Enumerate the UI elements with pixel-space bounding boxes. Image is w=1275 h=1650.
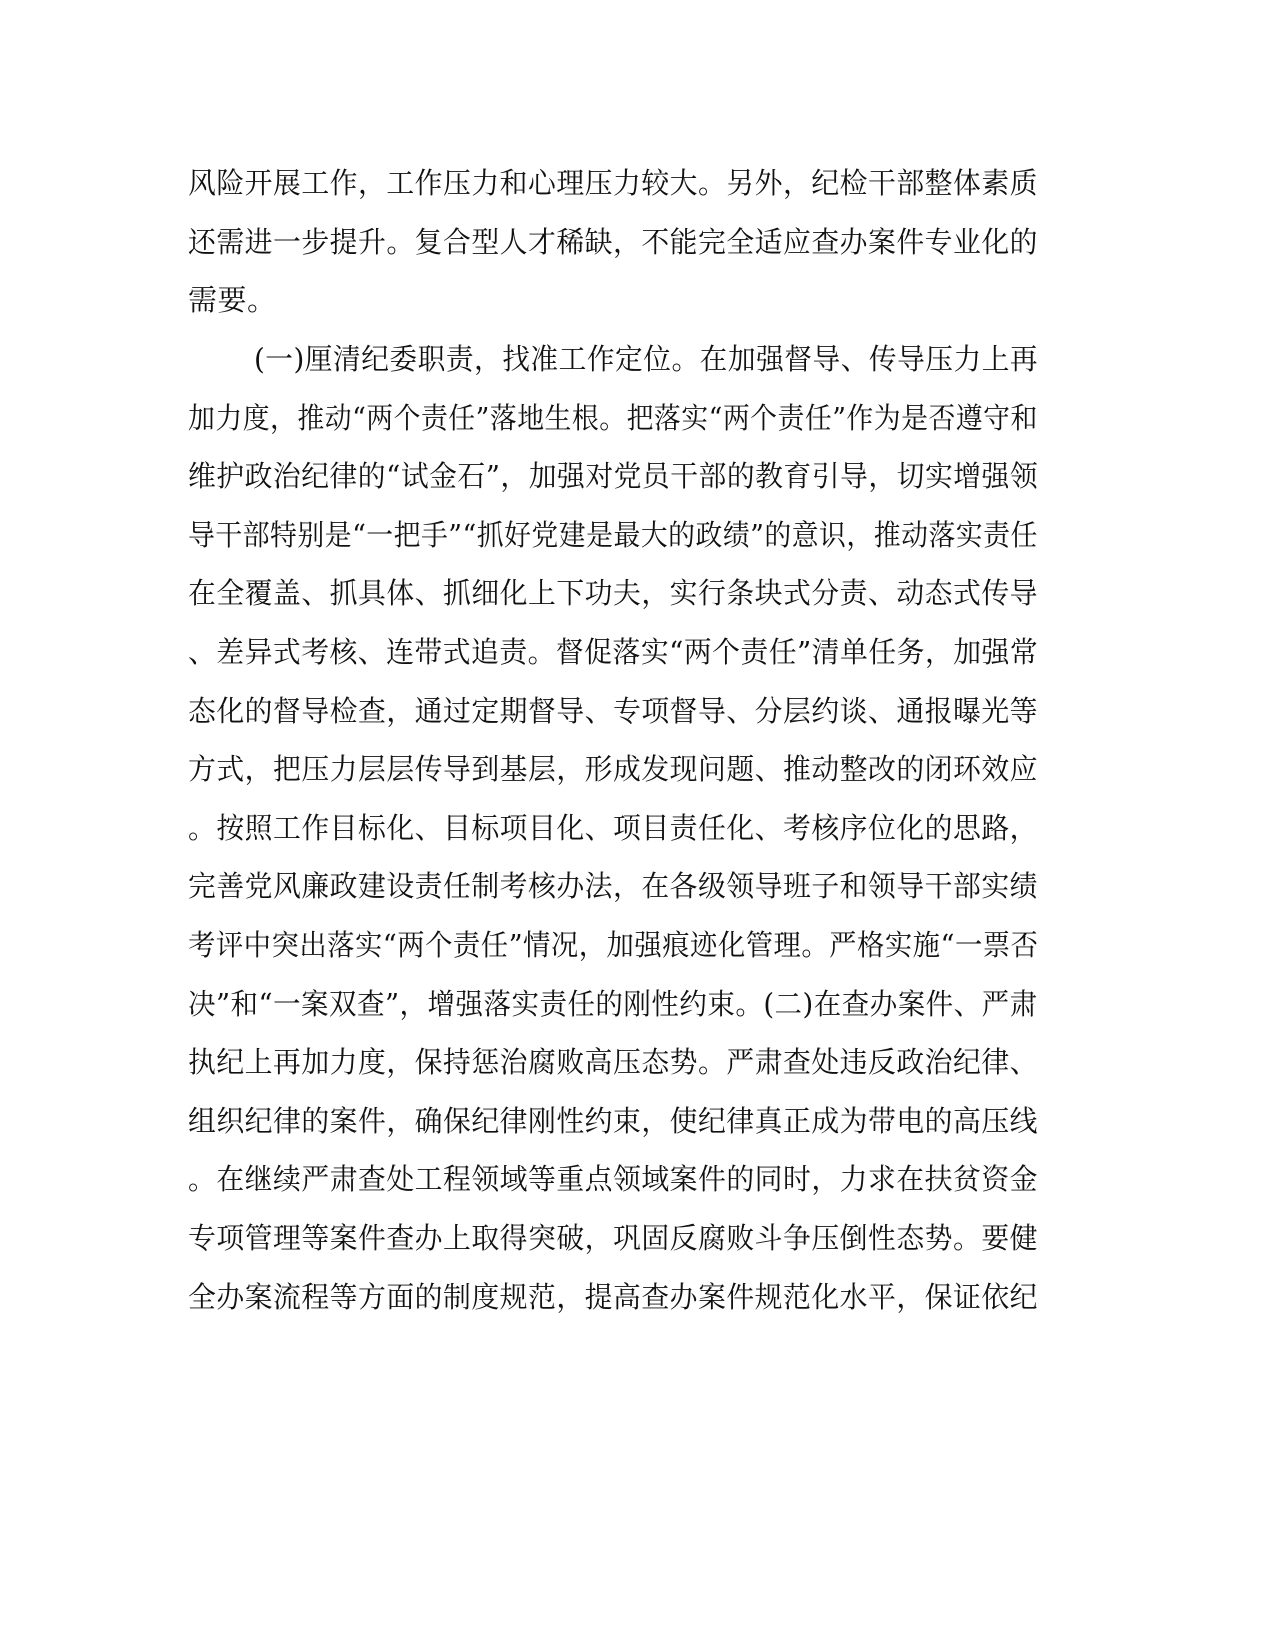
text-line: 还需进一步提升。复合型人才稀缺，不能完全适应查办案件专业化的 (188, 225, 1039, 259)
text-line: 决”和“一案双查”，增强落实责任的刚性约束。(二)在查办案件、严肃 (188, 987, 1038, 1021)
text-line: 方式，把压力层层传导到基层，形成发现问题、推动整改的闭环效应 (188, 752, 1039, 786)
text-line: 在全覆盖、抓具体、抓细化上下功夫，实行条块式分责、动态式传导 (188, 576, 1039, 610)
text-line: 专项管理等案件查办上取得突破，巩固反腐败斗争压倒性态势。要健 (188, 1221, 1039, 1255)
text-line: 组织纪律的案件，确保纪律刚性约束，使纪律真正成为带电的高压线 (188, 1104, 1039, 1138)
text-line: 全办案流程等方面的制度规范，提高查办案件规范化水平，保证依纪 (188, 1280, 1039, 1314)
text-line: 态化的督导检查，通过定期督导、专项督导、分层约谈、通报曝光等 (188, 694, 1039, 728)
text-line: 完善党风廉政建设责任制考核办法，在各级领导班子和领导干部实绩 (188, 869, 1039, 903)
text-line: 需要。 (188, 283, 277, 317)
text-line: 维护政治纪律的“试金石”，加强对党员干部的教育引导，切实增强领 (188, 459, 1039, 493)
text-line: 执纪上再加力度，保持惩治腐败高压态势。严肃查处违反政治纪律、 (188, 1045, 1039, 1079)
text-line: 。在继续严肃查处工程领域等重点领域案件的同时，力求在扶贫资金 (188, 1162, 1039, 1196)
text-line: 加力度，推动“两个责任”落地生根。把落实“两个责任”作为是否遵守和 (188, 401, 1038, 435)
text-line: 导干部特别是“一把手”“抓好党建是最大的政绩”的意识，推动落实责任 (188, 518, 1038, 552)
paragraph-start-line: (一)厘清纪委职责，找准工作定位。在加强督导、传导压力上再 (254, 342, 1039, 376)
text-line: 风险开展工作，工作压力和心理压力较大。另外，纪检干部整体素质 (188, 166, 1039, 200)
text-line: 、差异式考核、连带式追责。督促落实“两个责任”清单任务，加强常 (188, 635, 1039, 669)
text-line: 。按照工作目标化、目标项目化、项目责任化、考核序位化的思路， (188, 811, 1039, 845)
text-line: 考评中突出落实“两个责任”情况，加强痕迹化管理。严格实施“一票否 (188, 928, 1039, 962)
